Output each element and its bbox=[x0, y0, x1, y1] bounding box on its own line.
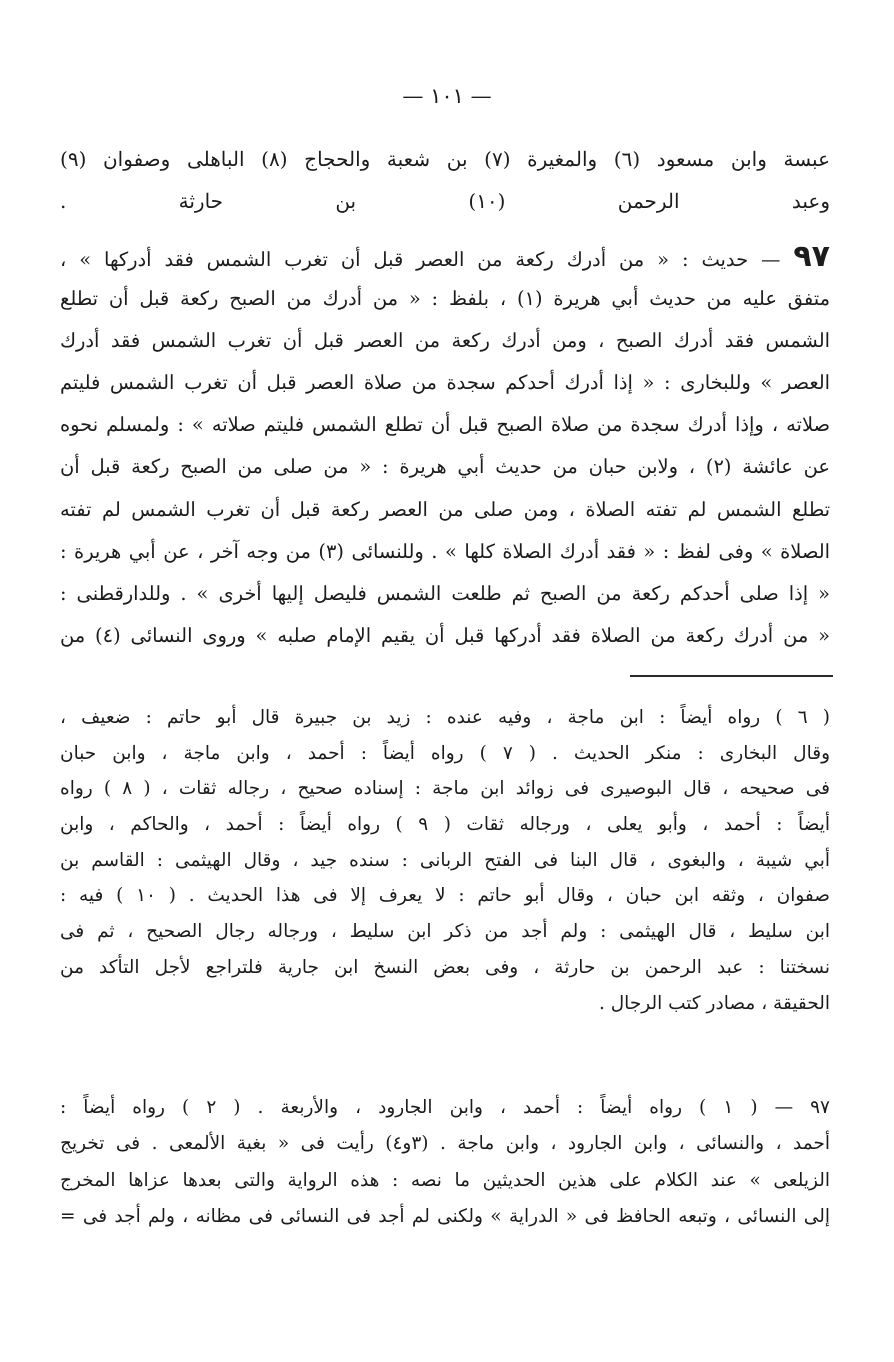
footnote-line: ٩٧ — ( ١ ) رواه أيضاً : أحمد ، وابن الجارود ، والأربعة . ( ٢ ) رواه أيضاً : bbox=[60, 1097, 830, 1118]
footnote-line: فى صحيحه ، قال البوصيرى فى زوائد ابن ماجة : إسناده صحيح ، رجاله ثقات ، ( ٨ ) رواه bbox=[60, 778, 830, 800]
hadith-heading-line bbox=[60, 236, 830, 278]
footnotes-hadith-97 bbox=[60, 1090, 830, 1235]
footnote-line: نسختنا : عبد الرحمن بن حارثة ، وفى بعض النسخ ابن جارية فلتراجع لأجل التأكد من bbox=[60, 956, 830, 978]
footnote-line: أحمد ، والنسائى ، وابن الجارود ، وابن ماجة . (٣و٤) رأيت فى « بغية الألمعى . فى تخريج bbox=[60, 1133, 830, 1155]
continuation-paragraph bbox=[60, 138, 830, 222]
text-line: عن عائشة (٢) ، ولابن حبان من حديث أبي هريرة : « من صلى من الصبح ركعة قبل أن bbox=[60, 455, 830, 479]
footnotes-previous-hadith bbox=[60, 700, 830, 1021]
footnote-line: الزيلعى » عند الكلام على هذين الحديثين ما نصه : هذه الرواية والتى بعدها عزاها المخرج bbox=[60, 1169, 830, 1191]
footnote-line: ( ٦ ) رواه أيضاً : ابن ماجة ، وفيه عنده : زيد بن جبيرة قال أبو حاتم : ضعيف ، bbox=[60, 707, 831, 728]
text-line: تطلع الشمس لم تفته الصلاة ، ومن صلى من العصر ركعة قبل أن تغرب الشمس لم تفته bbox=[60, 497, 830, 521]
footnote-line: الحقيقة ، مصادر كتب الرجال . bbox=[598, 992, 830, 1014]
text-line: صلاته ، وإذا أدرك سجدة من صلاة الصبح قبل أن تطلع الشمس فليتم صلاته » : ولمسلم نحوه bbox=[60, 413, 830, 437]
footnote-line: صفوان ، وثقه ابن حبان ، وقال أبو حاتم : لا يعرف إلا فى هذا الحديث . ( ١٠ ) فيه : bbox=[60, 885, 830, 907]
footnote-line: إلى النسائى ، وتبعه الحافظ فى « الدراية » ولكنى لم أجد فى النسائى فى مظانه ، ولم أجد فى = bbox=[60, 1205, 830, 1227]
page-number: — ١٠١ — bbox=[402, 84, 492, 108]
text-line: متفق عليه من حديث أبي هريرة (١) ، بلفظ : « من أدرك من الصبح ركعة قبل أن تطلع bbox=[60, 287, 830, 311]
text-line: العصر » وللبخارى : « إذا أدرك أحدكم سجدة من صلاة العصر قبل أن تغرب الشمس فليتم bbox=[60, 371, 830, 395]
footnote-line: ابن سليط ، قال الهيثمى : ولم أجد من ذكر ابن سليط ، ورجاله رجال الصحيح ، ثم فى bbox=[60, 921, 830, 943]
text-line: « إذا صلى أحدكم ركعة من الصبح ثم طلعت الشمس فليصل إليها أخرى » . وللدارقطنى : bbox=[60, 581, 830, 605]
footnote-divider bbox=[630, 675, 833, 677]
hadith-paragraph bbox=[60, 236, 830, 657]
text-line: الصلاة » وفى لفظ : « فقد أدرك الصلاة كلها » . وللنسائى (٣) من وجه آخر ، عن أبي هريرة : bbox=[60, 539, 830, 563]
text-line: عبسة وابن مسعود (٦) والمغيرة (٧) بن شعبة والحجاج (٨) الباهلى وصفوان (٩) bbox=[60, 147, 831, 171]
text-line: الشمس فقد أدرك الصبح ، ومن أدرك ركعة من العصر قبل أن تغرب الشمس فقد أدرك bbox=[60, 329, 830, 353]
text-line: وعبد الرحمن (١٠) بن حارثة . bbox=[60, 189, 830, 213]
footnote-line: وقال البخارى : منكر الحديث . ( ٧ ) رواه أيضاً : أحمد ، وابن ماجة ، وابن حبان bbox=[60, 742, 831, 764]
footnote-line: أيضاً : أحمد ، وأبو يعلى ، ورجاله ثقات ( ٩ ) رواه أيضاً : أحمد ، والحاكم ، وابن bbox=[60, 814, 830, 836]
footnote-line: أبي شيبة ، والبغوى ، قال البنا فى الفتح الربانى : سنده جيد ، وقال الهيثمى : القاسم بن bbox=[60, 849, 830, 871]
text-line: « من أدرك ركعة من الصلاة فقد أدركها قبل أن يقيم الإمام صلبه » وروى النسائى (٤) من bbox=[60, 623, 830, 647]
hadith-first-line-text: — حديث : « من أدرك ركعة من العصر قبل أن تغرب الشمس فقد أدركها » ، bbox=[60, 248, 781, 271]
hadith-number: ٩٧ bbox=[793, 239, 830, 274]
